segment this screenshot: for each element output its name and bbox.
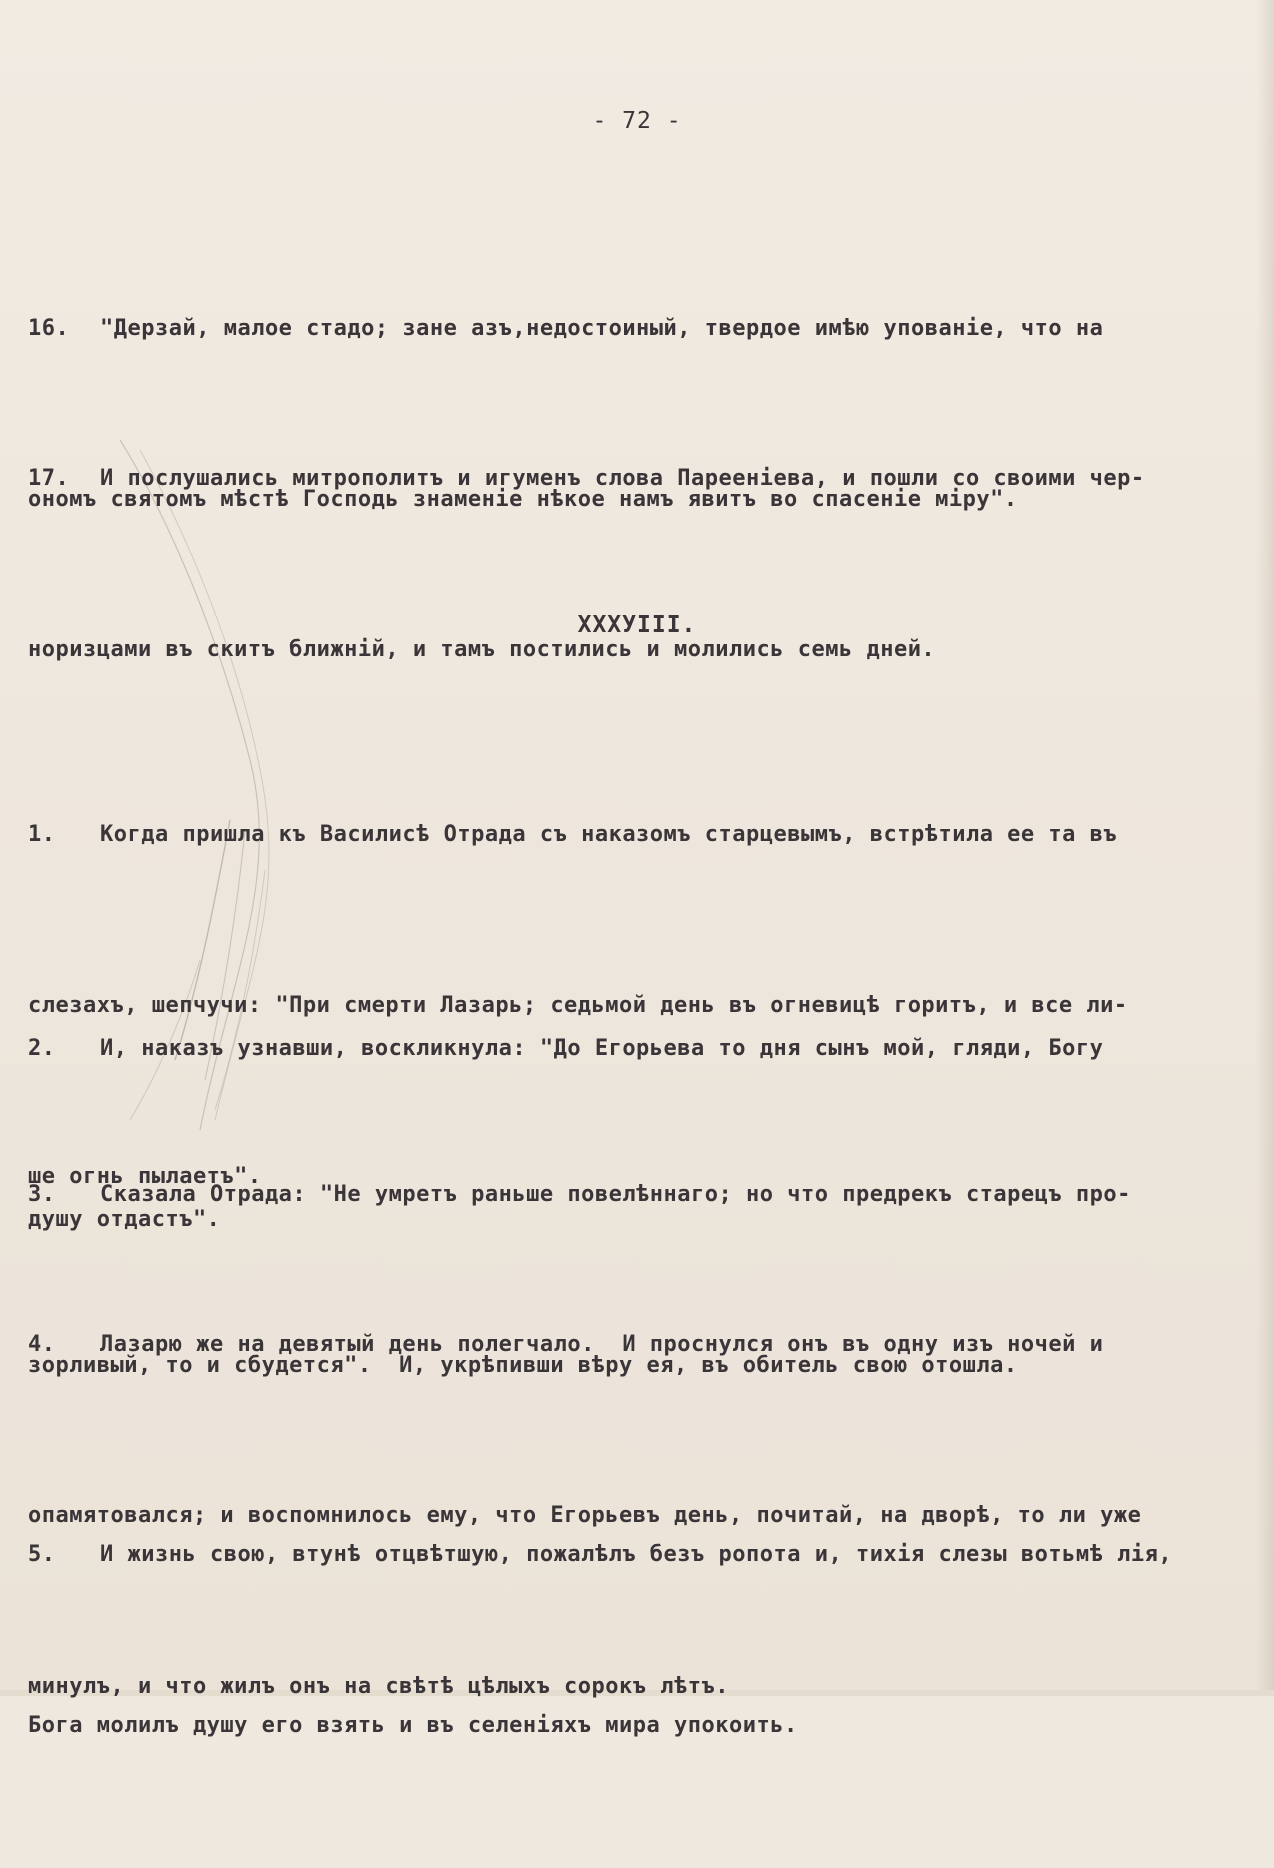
paragraph-number: 5. (28, 1542, 56, 1567)
paragraph-text: Сказала Отрада: "Не умретъ раньше повелѣннаго; но что предрекъ старецъ про- (100, 1182, 1131, 1207)
paragraph-text: И послушались митрополитъ и игуменъ слова Пареенiева, и пошли со своими чер- (100, 466, 1145, 491)
paragraph-text: Когда пришла къ Василисѣ Отрада съ наказомъ старцевымъ, встрѣтила ее та въ (100, 822, 1118, 847)
paragraph-text: "Дерзай, малое стадо; зане азъ,недостоиный, твердое имѣю упованіе, что на (100, 316, 1104, 341)
paragraph-line (28, 1526, 1250, 1583)
paragraph-number: 1. (28, 822, 56, 847)
paragraph-line: норизцами въ скитъ ближній, и тамъ постились и молились семь дней. (28, 637, 936, 662)
paragraph-line: опамятовался; и воспомнилось ему, что Егорьевъ день, почитай, на дворѣ, то ли уже (28, 1503, 1142, 1528)
page-edge-shadow (1256, 0, 1274, 1696)
paragraph-number: 16. (28, 316, 70, 341)
paragraph-line (28, 1316, 1250, 1373)
paragraph-text: И, наказъ узнавши, воскликнула: "До Егорьева то дня сынъ мой, гляди, Богу (100, 1036, 1104, 1061)
paragraph-number: 2. (28, 1036, 56, 1061)
paragraph-line: ше огнь пылаетъ". (28, 1164, 262, 1189)
paragraph-line (28, 450, 1250, 507)
paragraph-number: 3. (28, 1182, 56, 1207)
paragraph-line: душу отдастъ". (28, 1207, 221, 1232)
paragraph-line: Бога молилъ душу его взять и въ селеніяхъ мира упокоить. (28, 1713, 798, 1738)
paragraph-number: 4. (28, 1332, 56, 1357)
paragraph-text: И жизнь свою, втунѣ отцвѣтшую, пожалѣлъ безъ ропота и, тихія слезы вотьмѣ лія, (100, 1542, 1173, 1567)
chapter-heading: XXXУIII. (577, 612, 697, 638)
paragraph-line (28, 806, 1250, 863)
paragraph-text: Лазарю же на девятый день полегчало. И проснулся онъ въ одну изъ ночей и (100, 1332, 1104, 1357)
paragraph-line: минулъ, и что жилъ онъ на свѣтѣ цѣлыхъ сорокъ лѣтъ. (28, 1674, 730, 1699)
paragraph-5 (28, 1412, 1250, 1868)
page-number: - 72 - (592, 108, 682, 134)
paragraph-line: слезахъ, шепчучи: "При смерти Лазарь; седьмой день въ огневицѣ горитъ, и все ли- (28, 993, 1128, 1018)
paragraph-line: ономъ святомъ мѣстѣ Господь знаменіе нѣкое намъ явитъ во спасеніе міру". (28, 487, 1018, 512)
paragraph-number: 17. (28, 466, 70, 491)
paragraph-line: зорливый, то и сбудется". И, укрѣпивши вѣру ея, въ обитель свою отошла. (28, 1353, 1018, 1378)
